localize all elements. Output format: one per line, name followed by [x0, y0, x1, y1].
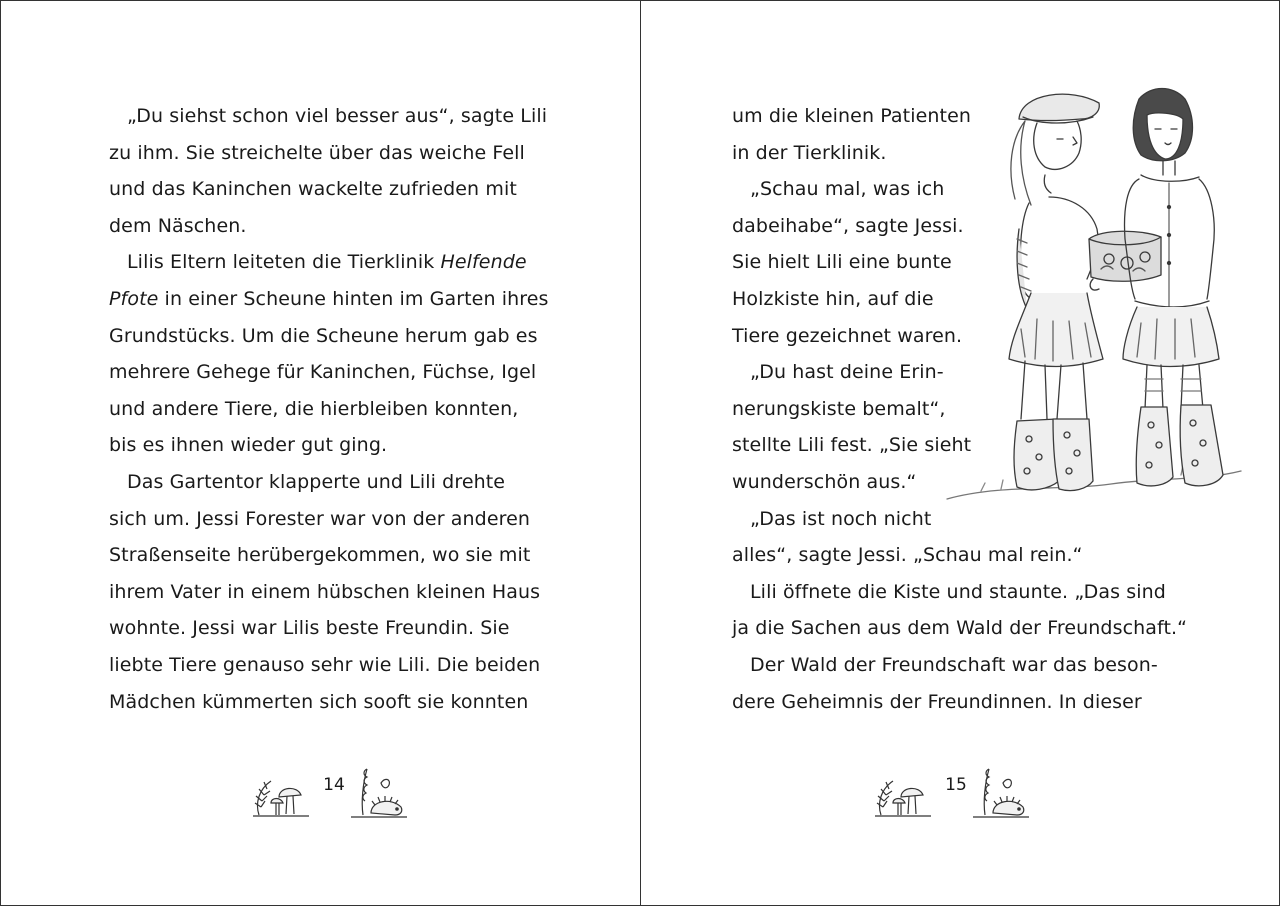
text-line: „Das ist noch nicht [750, 507, 932, 530]
text-line: ja die Sachen aus dem Wald der Freundschaft.“ [732, 617, 1188, 640]
text-line: dabeihabe“, sagte Jessi. [732, 214, 964, 237]
text-line: mehrere Gehege für Kaninchen, Füchse, Igel [109, 361, 537, 384]
mushroom-fern-icon [249, 767, 313, 819]
text-line: Der Wald der Freundschaft war das beson- [750, 653, 1158, 676]
text-fragment: Lilis Eltern leiteten die Tierklinik [127, 251, 441, 274]
text-line: liebte Tiere genauso sehr wie Lili. Die beiden [109, 653, 541, 676]
text-line: Das Gartentor klapperte und Lili drehte [127, 470, 506, 493]
page-number: 15 [945, 775, 967, 795]
text-line: Lili öffnete die Kiste und staunte. „Das sind [750, 580, 1166, 603]
text-line: Tiere gezeichnet waren. [732, 324, 963, 347]
text-line: nerungskiste bemalt“, [732, 397, 946, 420]
text-line [109, 281, 549, 318]
page-footer [249, 767, 419, 827]
text-line: Grundstücks. Um die Scheune herum gab es [109, 324, 538, 347]
hedgehog-plant-icon [345, 763, 411, 821]
text-line: Mädchen kümmerten sich sooft sie konnten [109, 690, 529, 713]
mushroom-fern-icon [871, 767, 935, 819]
hedgehog-plant-icon [967, 763, 1033, 821]
text-line: und andere Tiere, die hierbleiben konnten, [109, 397, 519, 420]
text-line: „Schau mal, was ich [750, 178, 945, 201]
text-fragment: in einer Scheune hinten im Garten ihres [158, 287, 549, 310]
two-girls-illustration [941, 79, 1251, 524]
text-line: ihrem Vater in einem hübschen kleinen Haus [109, 580, 541, 603]
text-line: wohnte. Jessi war Lilis beste Freundin. Sie [109, 617, 510, 640]
text-line: in der Tierklinik. [732, 141, 887, 164]
left-page [0, 0, 641, 906]
text-line: wunderschön aus.“ [732, 470, 917, 493]
text-line: Straßenseite herübergekommen, wo sie mit [109, 544, 531, 567]
text-line: Sie hielt Lili eine bunte [732, 251, 952, 274]
text-line [109, 244, 549, 281]
text-line: zu ihm. Sie streichelte über das weiche Fell [109, 141, 525, 164]
text-line: alles“, sagte Jessi. „Schau mal rein.“ [732, 544, 1083, 567]
text-line: bis es ihnen wieder gut ging. [109, 434, 388, 457]
text-line: stellte Lili fest. „Sie sieht [732, 434, 972, 457]
clinic-name-italic: Helfende [440, 251, 527, 274]
right-page [640, 0, 1280, 906]
text-line: „Du hast deine Erin- [750, 361, 944, 384]
text-line: dem Näschen. [109, 214, 247, 237]
text-line: dere Geheimnis der Freundinnen. In dieser [732, 690, 1142, 713]
left-page-text [109, 98, 549, 720]
page-footer [871, 767, 1041, 827]
text-line: Holzkiste hin, auf die [732, 287, 934, 310]
text-line: „Du siehst schon viel besser aus“, sagte Lili [127, 105, 548, 127]
text-line: und das Kaninchen wackelte zufrieden mit [109, 178, 517, 201]
page-number: 14 [323, 775, 345, 795]
text-line: um die kleinen Patienten [732, 105, 972, 127]
clinic-name-italic: Pfote [109, 287, 159, 310]
text-line: sich um. Jessi Forester war von der anderen [109, 507, 531, 530]
